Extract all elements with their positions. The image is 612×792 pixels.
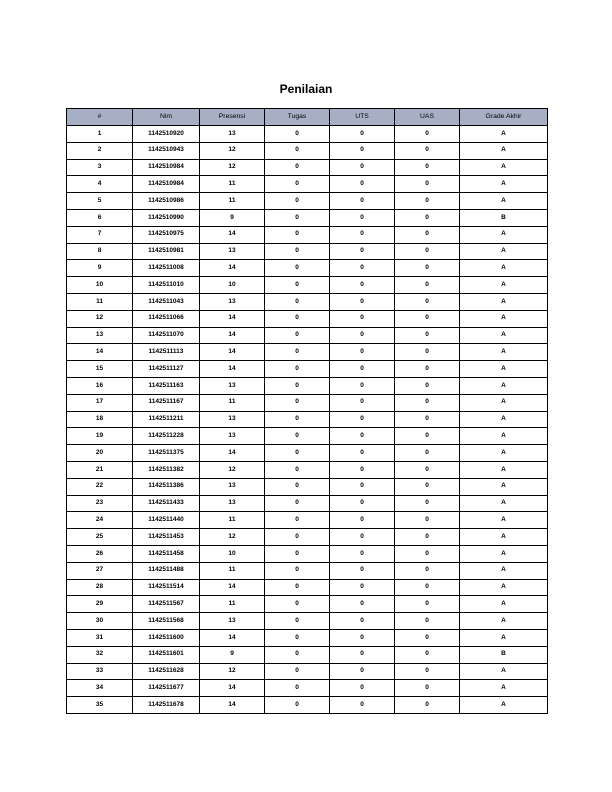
cell-grade-akhir: A bbox=[460, 629, 548, 646]
cell-presensi: 13 bbox=[200, 126, 265, 143]
cell-grade-akhir: A bbox=[460, 697, 548, 714]
cell-grade-akhir: A bbox=[460, 478, 548, 495]
cell-presensi: 14 bbox=[200, 327, 265, 344]
cell-tugas: 0 bbox=[265, 579, 330, 596]
cell-grade-akhir: B bbox=[460, 209, 548, 226]
cell-number: 25 bbox=[67, 529, 133, 546]
column-header-tugas: Tugas bbox=[265, 109, 330, 126]
table-row bbox=[67, 613, 548, 630]
cell-uts: 0 bbox=[330, 243, 395, 260]
cell-uts: 0 bbox=[330, 226, 395, 243]
cell-uts: 0 bbox=[330, 680, 395, 697]
cell-uas: 0 bbox=[395, 579, 460, 596]
column-header-nim: Nim bbox=[133, 109, 200, 126]
cell-tugas: 0 bbox=[265, 613, 330, 630]
cell-grade-akhir: A bbox=[460, 193, 548, 210]
cell-number: 32 bbox=[67, 646, 133, 663]
cell-uas: 0 bbox=[395, 428, 460, 445]
cell-tugas: 0 bbox=[265, 193, 330, 210]
cell-presensi: 10 bbox=[200, 545, 265, 562]
column-header-uas: UAS bbox=[395, 109, 460, 126]
cell-presensi: 11 bbox=[200, 193, 265, 210]
cell-nim: 1142511453 bbox=[133, 529, 200, 546]
cell-presensi: 12 bbox=[200, 159, 265, 176]
cell-nim: 1142511678 bbox=[133, 697, 200, 714]
cell-grade-akhir: A bbox=[460, 310, 548, 327]
cell-presensi: 9 bbox=[200, 209, 265, 226]
cell-grade-akhir: A bbox=[460, 176, 548, 193]
cell-tugas: 0 bbox=[265, 327, 330, 344]
cell-presensi: 11 bbox=[200, 512, 265, 529]
table-row bbox=[67, 529, 548, 546]
cell-uts: 0 bbox=[330, 344, 395, 361]
cell-uas: 0 bbox=[395, 411, 460, 428]
cell-nim: 1142511433 bbox=[133, 495, 200, 512]
cell-presensi: 12 bbox=[200, 663, 265, 680]
cell-tugas: 0 bbox=[265, 293, 330, 310]
cell-number: 1 bbox=[67, 126, 133, 143]
cell-uas: 0 bbox=[395, 478, 460, 495]
table-row bbox=[67, 142, 548, 159]
cell-grade-akhir: A bbox=[460, 243, 548, 260]
cell-uts: 0 bbox=[330, 327, 395, 344]
cell-nim: 1142511167 bbox=[133, 394, 200, 411]
cell-number: 10 bbox=[67, 277, 133, 294]
table-row bbox=[67, 277, 548, 294]
cell-uts: 0 bbox=[330, 445, 395, 462]
cell-number: 22 bbox=[67, 478, 133, 495]
cell-tugas: 0 bbox=[265, 428, 330, 445]
cell-nim: 1142510975 bbox=[133, 226, 200, 243]
cell-nim: 1142511514 bbox=[133, 579, 200, 596]
table-row bbox=[67, 680, 548, 697]
column-header-presensi: Presensi bbox=[200, 109, 265, 126]
cell-number: 2 bbox=[67, 142, 133, 159]
cell-nim: 1142511043 bbox=[133, 293, 200, 310]
table-body bbox=[67, 126, 548, 714]
cell-number: 26 bbox=[67, 545, 133, 562]
table-row bbox=[67, 428, 548, 445]
cell-number: 3 bbox=[67, 159, 133, 176]
grade-table bbox=[66, 108, 548, 714]
cell-number: 31 bbox=[67, 629, 133, 646]
table-row bbox=[67, 310, 548, 327]
cell-grade-akhir: A bbox=[460, 344, 548, 361]
cell-number: 24 bbox=[67, 512, 133, 529]
cell-nim: 1142510943 bbox=[133, 142, 200, 159]
cell-tugas: 0 bbox=[265, 159, 330, 176]
cell-tugas: 0 bbox=[265, 142, 330, 159]
cell-uts: 0 bbox=[330, 377, 395, 394]
table-row bbox=[67, 260, 548, 277]
cell-number: 9 bbox=[67, 260, 133, 277]
table-row bbox=[67, 243, 548, 260]
column-header-grade-akhir: Grade Akhir bbox=[460, 109, 548, 126]
cell-number: 18 bbox=[67, 411, 133, 428]
cell-tugas: 0 bbox=[265, 176, 330, 193]
cell-uas: 0 bbox=[395, 293, 460, 310]
cell-uts: 0 bbox=[330, 293, 395, 310]
table-row bbox=[67, 293, 548, 310]
cell-grade-akhir: A bbox=[460, 529, 548, 546]
cell-uas: 0 bbox=[395, 545, 460, 562]
cell-uts: 0 bbox=[330, 579, 395, 596]
cell-tugas: 0 bbox=[265, 277, 330, 294]
cell-uas: 0 bbox=[395, 646, 460, 663]
cell-uas: 0 bbox=[395, 377, 460, 394]
cell-uts: 0 bbox=[330, 697, 395, 714]
cell-uas: 0 bbox=[395, 394, 460, 411]
cell-uas: 0 bbox=[395, 629, 460, 646]
cell-uts: 0 bbox=[330, 176, 395, 193]
cell-tugas: 0 bbox=[265, 529, 330, 546]
cell-number: 11 bbox=[67, 293, 133, 310]
cell-uas: 0 bbox=[395, 176, 460, 193]
cell-tugas: 0 bbox=[265, 310, 330, 327]
cell-uts: 0 bbox=[330, 562, 395, 579]
cell-uas: 0 bbox=[395, 361, 460, 378]
cell-nim: 1142511440 bbox=[133, 512, 200, 529]
cell-presensi: 13 bbox=[200, 613, 265, 630]
cell-uts: 0 bbox=[330, 394, 395, 411]
cell-uas: 0 bbox=[395, 461, 460, 478]
cell-grade-akhir: A bbox=[460, 293, 548, 310]
table-row bbox=[67, 579, 548, 596]
cell-uas: 0 bbox=[395, 277, 460, 294]
cell-number: 16 bbox=[67, 377, 133, 394]
cell-uas: 0 bbox=[395, 445, 460, 462]
table-row bbox=[67, 495, 548, 512]
cell-grade-akhir: A bbox=[460, 428, 548, 445]
cell-tugas: 0 bbox=[265, 562, 330, 579]
table-row bbox=[67, 562, 548, 579]
cell-grade-akhir: A bbox=[460, 512, 548, 529]
cell-tugas: 0 bbox=[265, 596, 330, 613]
cell-grade-akhir: A bbox=[460, 226, 548, 243]
cell-tugas: 0 bbox=[265, 126, 330, 143]
cell-uts: 0 bbox=[330, 495, 395, 512]
cell-number: 12 bbox=[67, 310, 133, 327]
table-row bbox=[67, 461, 548, 478]
cell-uts: 0 bbox=[330, 613, 395, 630]
cell-number: 13 bbox=[67, 327, 133, 344]
cell-uts: 0 bbox=[330, 646, 395, 663]
cell-grade-akhir: A bbox=[460, 327, 548, 344]
table-row bbox=[67, 646, 548, 663]
cell-tugas: 0 bbox=[265, 377, 330, 394]
table-row bbox=[67, 226, 548, 243]
cell-uts: 0 bbox=[330, 596, 395, 613]
cell-uas: 0 bbox=[395, 126, 460, 143]
cell-grade-akhir: A bbox=[460, 562, 548, 579]
cell-nim: 1142510920 bbox=[133, 126, 200, 143]
cell-uas: 0 bbox=[395, 529, 460, 546]
cell-number: 28 bbox=[67, 579, 133, 596]
cell-uts: 0 bbox=[330, 209, 395, 226]
cell-presensi: 11 bbox=[200, 562, 265, 579]
table-row bbox=[67, 344, 548, 361]
cell-number: 15 bbox=[67, 361, 133, 378]
cell-grade-akhir: A bbox=[460, 445, 548, 462]
cell-uas: 0 bbox=[395, 613, 460, 630]
cell-tugas: 0 bbox=[265, 209, 330, 226]
cell-number: 21 bbox=[67, 461, 133, 478]
cell-uas: 0 bbox=[395, 209, 460, 226]
cell-presensi: 12 bbox=[200, 461, 265, 478]
cell-uts: 0 bbox=[330, 461, 395, 478]
cell-presensi: 13 bbox=[200, 411, 265, 428]
table-row bbox=[67, 159, 548, 176]
cell-presensi: 14 bbox=[200, 344, 265, 361]
cell-tugas: 0 bbox=[265, 361, 330, 378]
cell-nim: 1142511163 bbox=[133, 377, 200, 394]
cell-uas: 0 bbox=[395, 495, 460, 512]
cell-nim: 1142510981 bbox=[133, 243, 200, 260]
cell-presensi: 13 bbox=[200, 293, 265, 310]
cell-uts: 0 bbox=[330, 260, 395, 277]
cell-tugas: 0 bbox=[265, 461, 330, 478]
table-row bbox=[67, 545, 548, 562]
cell-number: 4 bbox=[67, 176, 133, 193]
cell-tugas: 0 bbox=[265, 495, 330, 512]
table-row bbox=[67, 478, 548, 495]
cell-number: 6 bbox=[67, 209, 133, 226]
cell-number: 23 bbox=[67, 495, 133, 512]
cell-presensi: 9 bbox=[200, 646, 265, 663]
cell-grade-akhir: A bbox=[460, 142, 548, 159]
table-row bbox=[67, 697, 548, 714]
cell-nim: 1142511567 bbox=[133, 596, 200, 613]
cell-presensi: 14 bbox=[200, 697, 265, 714]
cell-grade-akhir: A bbox=[460, 461, 548, 478]
cell-number: 33 bbox=[67, 663, 133, 680]
cell-grade-akhir: A bbox=[460, 680, 548, 697]
column-header-number: # bbox=[67, 109, 133, 126]
cell-grade-akhir: A bbox=[460, 579, 548, 596]
cell-number: 27 bbox=[67, 562, 133, 579]
table-header bbox=[67, 109, 548, 126]
cell-tugas: 0 bbox=[265, 226, 330, 243]
cell-number: 20 bbox=[67, 445, 133, 462]
cell-nim: 1142511066 bbox=[133, 310, 200, 327]
cell-presensi: 14 bbox=[200, 310, 265, 327]
cell-uts: 0 bbox=[330, 512, 395, 529]
cell-grade-akhir: A bbox=[460, 394, 548, 411]
cell-nim: 1142511600 bbox=[133, 629, 200, 646]
cell-uts: 0 bbox=[330, 361, 395, 378]
cell-uas: 0 bbox=[395, 562, 460, 579]
table-row bbox=[67, 512, 548, 529]
cell-uas: 0 bbox=[395, 310, 460, 327]
cell-tugas: 0 bbox=[265, 663, 330, 680]
cell-grade-akhir: A bbox=[460, 277, 548, 294]
cell-number: 5 bbox=[67, 193, 133, 210]
header-row bbox=[67, 109, 548, 126]
cell-uas: 0 bbox=[395, 596, 460, 613]
cell-number: 8 bbox=[67, 243, 133, 260]
cell-uas: 0 bbox=[395, 260, 460, 277]
cell-grade-akhir: A bbox=[460, 663, 548, 680]
cell-grade-akhir: A bbox=[460, 377, 548, 394]
cell-uts: 0 bbox=[330, 277, 395, 294]
cell-number: 7 bbox=[67, 226, 133, 243]
cell-nim: 1142510986 bbox=[133, 193, 200, 210]
cell-uts: 0 bbox=[330, 159, 395, 176]
cell-tugas: 0 bbox=[265, 243, 330, 260]
page-title: Penilaian bbox=[279, 82, 333, 96]
cell-presensi: 14 bbox=[200, 361, 265, 378]
cell-uas: 0 bbox=[395, 327, 460, 344]
cell-uas: 0 bbox=[395, 193, 460, 210]
cell-uas: 0 bbox=[395, 680, 460, 697]
table-row bbox=[67, 361, 548, 378]
cell-grade-akhir: A bbox=[460, 613, 548, 630]
cell-grade-akhir: A bbox=[460, 495, 548, 512]
cell-presensi: 12 bbox=[200, 529, 265, 546]
cell-presensi: 13 bbox=[200, 478, 265, 495]
cell-nim: 1142511228 bbox=[133, 428, 200, 445]
cell-grade-akhir: A bbox=[460, 260, 548, 277]
cell-uts: 0 bbox=[330, 310, 395, 327]
cell-tugas: 0 bbox=[265, 697, 330, 714]
cell-tugas: 0 bbox=[265, 680, 330, 697]
cell-presensi: 14 bbox=[200, 226, 265, 243]
table-row bbox=[67, 411, 548, 428]
cell-grade-akhir: B bbox=[460, 646, 548, 663]
cell-presensi: 13 bbox=[200, 428, 265, 445]
cell-tugas: 0 bbox=[265, 478, 330, 495]
cell-presensi: 13 bbox=[200, 495, 265, 512]
cell-uas: 0 bbox=[395, 159, 460, 176]
cell-nim: 1142511382 bbox=[133, 461, 200, 478]
cell-tugas: 0 bbox=[265, 411, 330, 428]
cell-tugas: 0 bbox=[265, 646, 330, 663]
cell-uts: 0 bbox=[330, 663, 395, 680]
cell-grade-akhir: A bbox=[460, 126, 548, 143]
cell-uts: 0 bbox=[330, 478, 395, 495]
cell-number: 30 bbox=[67, 613, 133, 630]
cell-presensi: 14 bbox=[200, 579, 265, 596]
cell-nim: 1142510984 bbox=[133, 176, 200, 193]
cell-grade-akhir: A bbox=[460, 361, 548, 378]
cell-uas: 0 bbox=[395, 226, 460, 243]
cell-nim: 1142511113 bbox=[133, 344, 200, 361]
table-row bbox=[67, 394, 548, 411]
cell-nim: 1142510984 bbox=[133, 159, 200, 176]
cell-tugas: 0 bbox=[265, 545, 330, 562]
table-row bbox=[67, 629, 548, 646]
cell-tugas: 0 bbox=[265, 629, 330, 646]
cell-nim: 1142511008 bbox=[133, 260, 200, 277]
cell-number: 17 bbox=[67, 394, 133, 411]
table-row bbox=[67, 377, 548, 394]
cell-uas: 0 bbox=[395, 512, 460, 529]
cell-nim: 1142511677 bbox=[133, 680, 200, 697]
cell-presensi: 11 bbox=[200, 394, 265, 411]
cell-nim: 1142511211 bbox=[133, 411, 200, 428]
cell-uts: 0 bbox=[330, 126, 395, 143]
cell-tugas: 0 bbox=[265, 394, 330, 411]
cell-nim: 1142511375 bbox=[133, 445, 200, 462]
cell-nim: 1142511010 bbox=[133, 277, 200, 294]
cell-tugas: 0 bbox=[265, 445, 330, 462]
table-row bbox=[67, 327, 548, 344]
table-row bbox=[67, 176, 548, 193]
cell-nim: 1142511628 bbox=[133, 663, 200, 680]
table-row bbox=[67, 126, 548, 143]
cell-number: 34 bbox=[67, 680, 133, 697]
cell-nim: 1142511070 bbox=[133, 327, 200, 344]
cell-uas: 0 bbox=[395, 663, 460, 680]
cell-number: 29 bbox=[67, 596, 133, 613]
cell-presensi: 10 bbox=[200, 277, 265, 294]
cell-tugas: 0 bbox=[265, 344, 330, 361]
cell-nim: 1142511386 bbox=[133, 478, 200, 495]
column-header-uts: UTS bbox=[330, 109, 395, 126]
cell-nim: 1142511127 bbox=[133, 361, 200, 378]
cell-uas: 0 bbox=[395, 142, 460, 159]
table-row bbox=[67, 596, 548, 613]
table-row bbox=[67, 209, 548, 226]
cell-presensi: 12 bbox=[200, 142, 265, 159]
cell-nim: 1142511488 bbox=[133, 562, 200, 579]
cell-grade-akhir: A bbox=[460, 596, 548, 613]
cell-tugas: 0 bbox=[265, 260, 330, 277]
cell-presensi: 11 bbox=[200, 176, 265, 193]
cell-number: 14 bbox=[67, 344, 133, 361]
cell-number: 35 bbox=[67, 697, 133, 714]
cell-presensi: 13 bbox=[200, 377, 265, 394]
table-row bbox=[67, 663, 548, 680]
cell-nim: 1142511458 bbox=[133, 545, 200, 562]
cell-presensi: 14 bbox=[200, 680, 265, 697]
cell-presensi: 14 bbox=[200, 445, 265, 462]
cell-presensi: 13 bbox=[200, 243, 265, 260]
cell-nim: 1142511568 bbox=[133, 613, 200, 630]
table-row bbox=[67, 193, 548, 210]
cell-uas: 0 bbox=[395, 243, 460, 260]
cell-uts: 0 bbox=[330, 193, 395, 210]
cell-tugas: 0 bbox=[265, 512, 330, 529]
cell-nim: 1142511601 bbox=[133, 646, 200, 663]
cell-grade-akhir: A bbox=[460, 411, 548, 428]
cell-uts: 0 bbox=[330, 529, 395, 546]
cell-presensi: 14 bbox=[200, 260, 265, 277]
cell-grade-akhir: A bbox=[460, 159, 548, 176]
cell-uas: 0 bbox=[395, 344, 460, 361]
cell-uts: 0 bbox=[330, 428, 395, 445]
cell-presensi: 11 bbox=[200, 596, 265, 613]
cell-uts: 0 bbox=[330, 545, 395, 562]
table-row bbox=[67, 445, 548, 462]
cell-uts: 0 bbox=[330, 411, 395, 428]
cell-grade-akhir: A bbox=[460, 545, 548, 562]
cell-presensi: 14 bbox=[200, 629, 265, 646]
cell-uts: 0 bbox=[330, 142, 395, 159]
cell-uas: 0 bbox=[395, 697, 460, 714]
cell-number: 19 bbox=[67, 428, 133, 445]
cell-nim: 1142510990 bbox=[133, 209, 200, 226]
cell-uts: 0 bbox=[330, 629, 395, 646]
